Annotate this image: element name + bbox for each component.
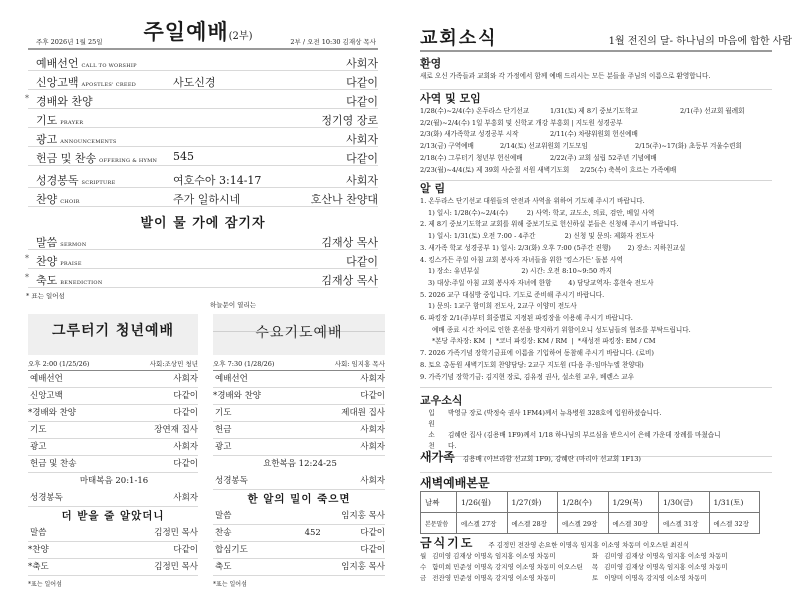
notices-section: [420, 180, 772, 388]
order-item-english: ANNOUNCEMENTS: [60, 139, 117, 145]
order-item-english: PRAYER: [60, 120, 84, 126]
new-family-section: [420, 448, 772, 473]
event-row: 2/13(금) 구역예배 2/14(토) 선교위원회 기도모임 2/15(주)~17(화) 초등부 겨울수련회: [420, 142, 742, 151]
order-row: [25, 250, 378, 269]
youth-service-leader: 사회:조상민 청년: [149, 360, 198, 368]
order-row: 광고 사회자: [28, 439, 198, 456]
wednesday-service-time: 오후 7:30 (1/28/26): [213, 360, 275, 368]
order-item-leader: 다같이: [346, 95, 378, 108]
fasting-day: 월 김미영 김재상 이명옥 임지홍 이소영 차동미: [420, 552, 556, 560]
wednesday-service-leader: 사회: 임지홍 목사: [334, 360, 385, 368]
section-heading: 교우소식: [420, 394, 463, 407]
notice-line: 예배 종료 시간 차이로 인한 혼선을 방지하기 위함이오니 성도님들의 협조를 부탁드립니다.: [432, 325, 691, 334]
notice-line: 2. 제 8기 중보기도학교 교회를 위해 중보기도로 헌신하실 분들은 신청해 주시기 바랍니다.: [420, 220, 679, 229]
youth-service-header: [28, 314, 198, 355]
order-row: [28, 71, 378, 90]
section-heading: 사역 및 모임: [420, 92, 481, 105]
order-item-detail: 사도신경: [173, 76, 216, 89]
notice-line: 8. 토요 총동원 새벽기도회 찬양담당: 2교구 지도원 (다음 주:임마누엘 찬양대): [420, 360, 644, 369]
stand-marker: *: [25, 273, 29, 282]
wednesday-service-title: 수요기도예배: [255, 325, 343, 341]
events-section: [420, 90, 772, 181]
member-news-item: 소 천 김혜란 집사 (김용배 1F9)께서 1/18 하나님의 부르심을 받으시어 은혜 가운데 장례를 마쳤습니다.: [428, 431, 721, 450]
notice-line: 1) 일시: 1/31(토) 오전 7:00 - 4주간 2) 신청 및 문의: 제화자 전도사: [428, 232, 655, 241]
new-family-text: 김용배 (아브라함 선교회 1F9), 강혜란 (마리아 선교회 1F13): [462, 455, 641, 463]
order-item-leader: 김재상 목사: [321, 236, 378, 249]
fasting-day: 금 전잔영 민준성 이명옥 강지영 이소영 차동미: [420, 574, 556, 582]
order-row: 신앙고백 다같이: [28, 388, 198, 405]
section-heading: 새가족: [420, 450, 455, 464]
order-item-english: APOSTLES' CREED: [81, 82, 137, 88]
welcome-section: [420, 55, 772, 90]
news-title: 교회소식: [420, 28, 498, 49]
order-row: 말씀 임지홍 목사: [213, 508, 385, 525]
monthly-theme: 1월 전진의 달- 하나님의 마음에 합한 사람: [608, 36, 792, 47]
member-news-item: 입 원 박영규 장로 (박정숙 권사 1FM4)께서 뉴욕병원 328호에 입원하셨습니다.: [428, 409, 662, 428]
stand-note: * 표는 일어섬: [26, 292, 65, 300]
wednesday-service: [210, 301, 385, 588]
stand-marker: *: [25, 254, 29, 263]
scripture-reference: 여호수아 3:14-17: [173, 174, 262, 187]
order-row: 기도 장연재 집사: [28, 422, 198, 439]
stand-note: *표는 일어섬: [28, 581, 62, 588]
fasting-sunday: 주 김정민 전잔영 손요한 이명옥 임지홍 이소영 차동미 이오스틴 최진식: [488, 541, 690, 549]
order-item-leader: 사회자: [346, 57, 378, 70]
order-item-name: 광고: [36, 133, 58, 146]
youth-service: [28, 314, 198, 588]
order-item-english: BENEDICTION: [60, 280, 103, 286]
order-row: [28, 128, 378, 147]
section-heading: 금식기도: [420, 536, 475, 550]
hymn-number: 545: [173, 150, 194, 163]
order-row: 기도 제대원 집사: [213, 405, 385, 422]
notice-line: *본당 주차장: KM | *코너 파킹장: KM / RM | *새성전 파킹장: EM / CM: [432, 337, 656, 346]
notices-list: [420, 196, 772, 383]
order-item-name: 성경봉독: [36, 174, 79, 187]
section-heading: 알 림: [420, 182, 446, 195]
fasting-schedule: [420, 551, 772, 584]
notice-line: 4. 킹스가든 주일 아침 교회 봉사자 자녀들을 위한 '킹스가든' 돌봄 사역: [420, 255, 623, 264]
order-row: 성경봉독 사회자: [213, 473, 385, 490]
notice-line: 1) 일시: 1/28(수)~2/4(수) 2) 사역: 학교, 교도소, 의료, 검안, 베일 사역: [428, 208, 655, 217]
order-item-name: 기도: [36, 114, 58, 127]
order-item-english: CHOIR: [60, 199, 80, 205]
order-item-name: 찬양: [36, 193, 58, 206]
order-item-leader: 다같이: [346, 152, 378, 165]
order-row: *경배와 찬양 다같이: [28, 405, 198, 422]
divider: [420, 50, 772, 52]
notice-line: 1. 온두라스 단기선교 대원들의 안전과 사역을 위하여 기도해 주시기 바랍니다.: [420, 197, 645, 205]
order-row: [28, 231, 378, 250]
notice-line: 3) 대상:주일 아침 교회 봉사자 자녀에 한함 4) 담당교역자: 홍현숙 전도사: [428, 278, 654, 287]
order-item-name: 축도: [36, 274, 58, 287]
order-item-leader: 다같이: [346, 255, 378, 268]
event-row: 2/3(화) 새가족학교 성경공부 시작 2/11(수) 차량위원회 헌신예배: [420, 130, 638, 139]
dawn-service-section: [420, 474, 772, 534]
order-row: [28, 169, 378, 188]
scripture-reference: 마태복음 20:1-16: [79, 476, 149, 486]
order-item-leader: 다같이: [346, 76, 378, 89]
order-row: [28, 52, 378, 71]
order-row: [28, 109, 378, 128]
stand-note: *표는 일어섬: [213, 581, 247, 588]
sermon-title: 한 알의 밀이 죽으면: [247, 493, 351, 505]
fasting-day: 목 김미영 김재상 이명옥 임지홍 이소영 차동미: [592, 563, 728, 571]
choir-song: 주가 일하시네: [173, 193, 241, 206]
notice-line: 9. 가족기념 장학기금: 김지현 장로, 김유정 권사, 설소원 교우, 베렌스 교우: [420, 372, 635, 381]
notice-line: 1) 문의: 1교구 함미희 전도사, 2교구 이양미 전도사: [428, 302, 577, 311]
order-item-name: 찬양: [36, 255, 58, 268]
worship-date: 주후 2026년 1월 25일: [36, 38, 103, 46]
notice-line: 5. 2026 교구 대심방 중입니다. 기도로 준비해 주시기 바랍니다.: [420, 290, 605, 299]
order-item-leader: 사회자: [346, 174, 378, 187]
order-item-english: SERMON: [60, 242, 87, 248]
order-row: 광고 사회자: [213, 439, 385, 456]
fasting-prayer-section: [420, 534, 772, 584]
event-row: 2/2(월)~2/4(수) 1일 부흥회 및 신학교 개강 부흥회 | 지도원 성경공부: [420, 118, 623, 127]
order-row: 합심기도 다같이: [213, 542, 385, 559]
order-row: 헌금 사회자: [213, 422, 385, 439]
section-heading: 환영: [420, 57, 442, 70]
notice-line: 6. 파킹장 2/1(주)부터 회중별로 지정된 파킹장을 이용해 주시기 바랍니다.: [420, 314, 633, 323]
order-item-name: 예배선언: [36, 57, 79, 70]
events-list: [420, 106, 772, 176]
order-item-english: CALL TO WORSHIP: [81, 63, 137, 69]
fasting-day: 화 김미영 김재상 이명옥 임지홍 이소영 차동미: [592, 552, 728, 560]
table-row: 날짜 1/26(월) 1/27(화) 1/28(수) 1/29(목) 1/30(금) 1/31(토): [421, 492, 760, 513]
fasting-day: 수 함미희 민준성 이명옥 강지영 이소영 차동미 이오스틴: [420, 563, 583, 571]
sermon-title: 발이 물 가에 잠기자: [140, 216, 266, 231]
notice-line: 1) 장소: 유년부실 2) 시간: 오전 8:10~9:50 까지: [428, 267, 613, 276]
order-row: [28, 147, 378, 166]
order-item-leader: 정기영 장로: [321, 114, 378, 127]
notice-line: 7. 2026 가족기념 장학기금표에 이름을 기입하여 동참해 주시기 바랍니다. (로비): [420, 349, 654, 358]
order-item-english: SCRIPTURE: [81, 180, 116, 186]
youth-service-time: 오후 2:00 (1/25/26): [28, 360, 90, 368]
worship-subtitle: (2부): [228, 31, 253, 42]
order-item-name: 말씀: [36, 236, 58, 249]
order-row: [28, 188, 378, 207]
event-row: 1/28(수)~2/4(수) 온두라스 단기선교 1/31(토) 제 8기 중보기도학교 2/1(주) 선교회 월례회: [420, 107, 745, 115]
order-row: 말씀 김정민 목사: [28, 525, 198, 542]
order-row: 예배선언 사회자: [28, 371, 198, 388]
stand-marker: *: [25, 94, 29, 103]
order-item-leader: 사회자: [346, 133, 378, 146]
order-row: 축도 임지홍 목사: [213, 559, 385, 576]
scripture-reference: 요한복음 12:24-25: [263, 459, 337, 469]
order-row: *찬양 다같이: [28, 542, 198, 559]
order-item-name: 헌금 및 찬송: [36, 152, 97, 165]
worship-time-preacher: 2부 / 오전 10:30 김재상 목사: [290, 38, 376, 46]
dawn-service-table: [420, 491, 760, 534]
order-row: 찬송 452 다같이: [213, 525, 385, 542]
table-row: 본문말씀 에스겔 27장 에스겔 28장 에스겔 29장 에스겔 30장 에스겔 31장 에스겔 32장: [421, 513, 760, 534]
order-item-leader: 호산나 찬양대: [310, 193, 378, 206]
order-of-worship: [25, 52, 378, 300]
section-heading: 새벽예배본문: [420, 476, 490, 490]
youth-service-title: 그루터기 청년예배: [51, 323, 175, 339]
order-row: [25, 90, 378, 109]
divider: [28, 48, 378, 50]
church-news-page: [406, 0, 792, 612]
order-row: 성경봉독 사회자: [28, 490, 198, 507]
wednesday-service-pretitle: 하늘문이 열리는: [210, 301, 257, 309]
order-row: *축도 김정민 목사: [28, 559, 198, 576]
sermon-title: 더 받을 줄 알았더니: [61, 510, 165, 522]
notice-line: 3. 새가족 학교 성경공부 1) 일시: 2/3(화) 오후 7:00 (5주간 진행) 2) 장소: 지하친교실: [420, 243, 686, 252]
welcome-text: 새로 오신 가족들과 교회와 각 가정에서 함께 예배 드리시는 모든 분들을 주님의 이름으로 환영합니다.: [420, 72, 711, 80]
hymn-number: 452: [304, 528, 321, 538]
order-row: [25, 269, 378, 288]
event-row: 2/23(월)~4/4(토) 제 39회 사순절 서원 새벽기도회 2/25(수) 축복이 흐르는 가족예배: [420, 165, 677, 174]
order-item-leader: 김재상 목사: [321, 274, 378, 287]
order-row: *경배와 찬양 다같이: [213, 388, 385, 405]
fasting-day: 토 이양미 이명옥 강지영 이소영 차동미: [592, 574, 707, 582]
divider: [420, 472, 772, 473]
wednesday-service-header: [210, 301, 385, 355]
divider: [420, 387, 772, 388]
order-row: 헌금 및 찬송 다같이: [28, 456, 198, 473]
order-item-english: PRAISE: [60, 261, 82, 267]
order-row: 예배선언 사회자: [213, 371, 385, 388]
event-row: 2/18(수) 그루터기 청년부 헌신예배 2/22(주) 교회 설립 52주년 기념예배: [420, 153, 657, 162]
worship-title: 주일예배: [143, 19, 229, 44]
order-item-english: OFFERING & HYMN: [99, 158, 158, 164]
order-item-name: 경배와 찬양: [36, 95, 93, 108]
order-item-name: 신앙고백: [36, 76, 79, 89]
